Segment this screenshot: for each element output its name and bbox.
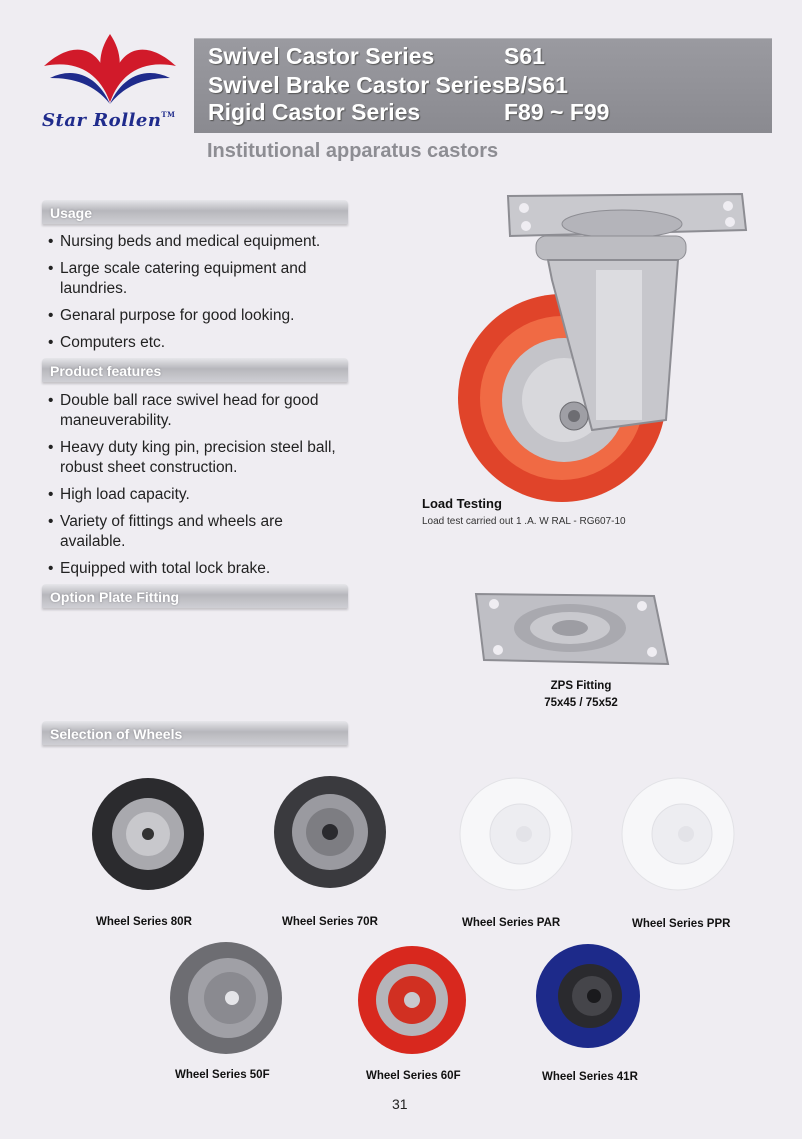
list-item: • Genaral purpose for good looking.: [48, 306, 368, 326]
section-header-wheels: Selection of Wheels: [42, 721, 348, 745]
wheel-label: Wheel Series 41R: [542, 1071, 638, 1083]
wheel-label: Wheel Series 60F: [366, 1070, 461, 1082]
wheel-label: Wheel Series 50F: [175, 1069, 270, 1081]
section-header-plate: Option Plate Fitting: [42, 584, 348, 608]
wheel-label: Wheel Series PPR: [632, 918, 731, 930]
page-number: 31: [392, 1096, 408, 1112]
series-code: F89 ~ F99: [504, 99, 610, 125]
list-item: • Heavy duty king pin, precision steel ball, robust sheet construction.: [48, 438, 348, 478]
section-header-features: Product features: [42, 358, 348, 382]
plate-fitting-name: ZPS Fitting: [550, 680, 612, 692]
list-item: • Equipped with total lock brake.: [48, 559, 348, 579]
series-code: S61: [504, 43, 545, 69]
usage-list: [48, 232, 368, 360]
wheel-label: Wheel Series 70R: [282, 916, 378, 928]
wheel-ppr-image: [620, 774, 740, 894]
list-item: • Double ball race swivel head for good maneuverability.: [48, 391, 348, 431]
wheel-label: Wheel Series PAR: [462, 917, 561, 929]
features-list: [48, 391, 348, 586]
series-name: Swivel Castor Series: [208, 43, 435, 69]
wheel-50f-image: [166, 938, 286, 1058]
section-header-usage: Usage: [42, 200, 348, 224]
list-item: • Nursing beds and medical equipment.: [48, 232, 368, 252]
plate-fitting-sizes: 75x45 / 75x52: [544, 697, 618, 709]
banner-row-rigid: [208, 99, 768, 127]
series-name: Swivel Brake Castor Series: [208, 72, 505, 98]
list-item: • High load capacity.: [48, 485, 348, 505]
series-banner: [194, 38, 772, 133]
series-code: B/S61: [504, 72, 568, 98]
list-item: • Large scale catering equipment and laundries.: [48, 259, 368, 299]
wheel-par-image: [456, 774, 576, 894]
banner-row-swivel-brake: [208, 72, 768, 100]
page-subtitle: Institutional apparatus castors: [207, 140, 499, 162]
wheel-70r-image: [272, 772, 392, 892]
swivel-castor-image: [452, 190, 752, 510]
star-rollen-emblem-icon: [40, 30, 180, 110]
load-testing-title: Load Testing: [422, 496, 502, 511]
load-testing-text: Load test carried out 1 .A. W RAL - RG607-10: [422, 516, 626, 527]
banner-row-swivel: [208, 43, 768, 71]
wheel-80r-image: [88, 774, 208, 894]
star-rollen-logo: [36, 30, 186, 140]
wheel-41r-image: [532, 940, 652, 1060]
list-item: • Variety of fittings and wheels are available.: [48, 512, 348, 552]
list-item: • Computers etc.: [48, 333, 368, 353]
brand-name: Star Rollen™: [42, 110, 176, 131]
wheel-label: Wheel Series 80R: [96, 916, 192, 928]
zps-fitting-plate-image: [470, 590, 670, 670]
series-name: Rigid Castor Series: [208, 99, 421, 125]
wheel-60f-image: [356, 942, 476, 1062]
